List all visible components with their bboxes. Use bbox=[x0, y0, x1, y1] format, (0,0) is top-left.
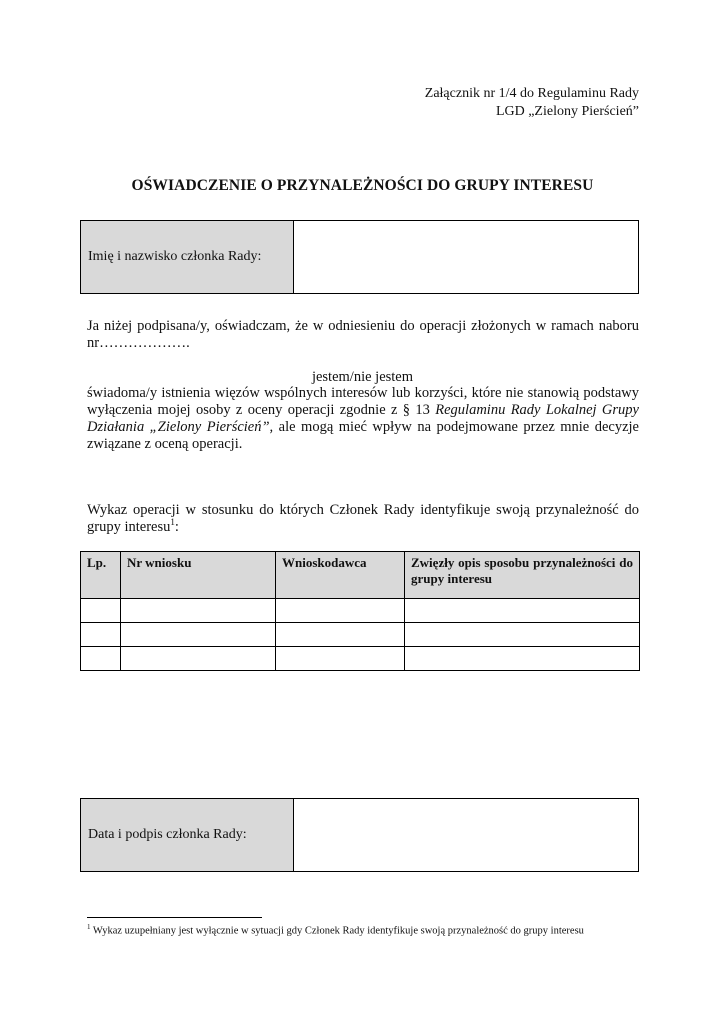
attachment-line-2: LGD „Zielony Pierścień” bbox=[495, 104, 639, 119]
footnote bbox=[87, 923, 584, 937]
statement-part-b: ale mogą mieć wpływ na podejmowane przez mnie decyzje związane z oceną operacji. bbox=[87, 419, 639, 452]
table-cell[interactable] bbox=[121, 623, 276, 647]
header-lp: Lp. bbox=[81, 552, 121, 599]
signature-label: Data i podpis członka Rady: bbox=[81, 799, 294, 871]
list-intro bbox=[87, 502, 639, 536]
list-intro-text: Wykaz operacji w stosunku do których Członek Rady identyfikuje swoją przynależność do grupy interesu bbox=[87, 502, 639, 535]
table-cell[interactable] bbox=[276, 599, 405, 623]
footnote-mark: 1 bbox=[87, 923, 91, 931]
table-cell[interactable] bbox=[405, 647, 640, 671]
member-name-field bbox=[80, 220, 639, 294]
signature-value[interactable] bbox=[294, 799, 638, 871]
footnote-ref: 1 bbox=[170, 517, 175, 528]
table-cell[interactable] bbox=[81, 647, 121, 671]
table-cell[interactable] bbox=[81, 623, 121, 647]
document-title: OŚWIADCZENIE O PRZYNALEŻNOŚCI DO GRUPY INTERESU bbox=[131, 177, 594, 194]
table-row bbox=[81, 623, 640, 647]
table-row bbox=[81, 599, 640, 623]
list-intro-suffix: : bbox=[174, 519, 179, 535]
statement-body bbox=[87, 385, 639, 453]
footnote-divider bbox=[87, 917, 262, 918]
member-name-value[interactable] bbox=[294, 221, 638, 293]
table-cell[interactable] bbox=[81, 599, 121, 623]
table-header-row bbox=[81, 552, 640, 599]
statement-intro: Ja niżej podpisana/y, oświadczam, że w odniesieniu do operacji złożonych w ramach naboru nr………………. bbox=[87, 318, 639, 351]
table-cell[interactable] bbox=[276, 623, 405, 647]
table-cell[interactable] bbox=[405, 599, 640, 623]
footnote-text: Wykaz uzupełniany jest wyłącznie w sytuacji gdy Członek Rady identyfikuje swoją przynależność do grupy interesu bbox=[90, 925, 584, 937]
header-description: Zwięzły opis sposobu przynależności do grupy interesu bbox=[405, 552, 640, 599]
table-cell[interactable] bbox=[121, 599, 276, 623]
member-name-label: Imię i nazwisko członka Rady: bbox=[81, 221, 294, 293]
signature-field bbox=[80, 798, 639, 872]
statement-part-a: świadoma/y istnienia więzów wspólnych interesów lub korzyści, które nie stanowią podstawy wyłączenia mojej osoby z oceny operacji zgodnie z § 13 bbox=[87, 385, 639, 418]
table-row bbox=[81, 647, 640, 671]
table-cell[interactable] bbox=[276, 647, 405, 671]
statement-regulation-ref: Regulaminu Rady Lokalnej Grupy Działania „Zielony Pierścień”, bbox=[87, 402, 639, 435]
statement-choice: jestem/nie jestem bbox=[311, 369, 414, 385]
operations-table bbox=[80, 551, 640, 671]
attachment-header bbox=[425, 85, 639, 121]
table-cell[interactable] bbox=[405, 623, 640, 647]
attachment-line-1: Załącznik nr 1/4 do Regulaminu Rady bbox=[424, 86, 639, 101]
header-applicant: Wnioskodawca bbox=[276, 552, 405, 599]
table-cell[interactable] bbox=[121, 647, 276, 671]
header-application-number: Nr wniosku bbox=[121, 552, 276, 599]
